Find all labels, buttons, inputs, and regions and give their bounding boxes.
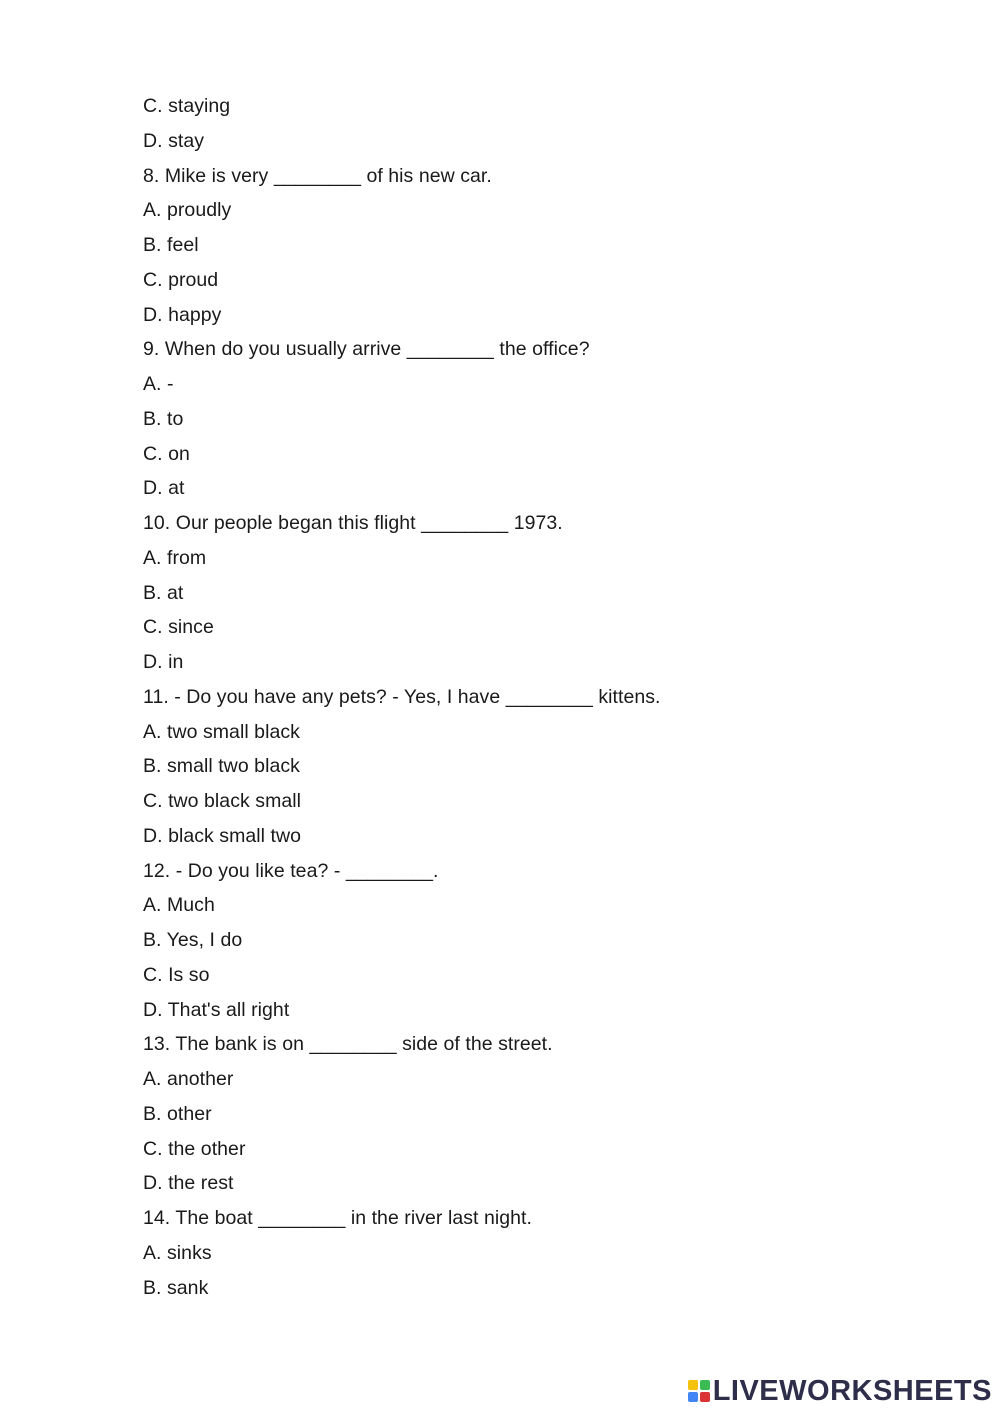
question-line: D. black small two	[143, 824, 302, 847]
question-line: B. other	[143, 1102, 212, 1125]
question-line: A. proudly	[143, 199, 232, 222]
question-line: 10. Our people began this flight ________ 1973.	[143, 512, 563, 534]
question-line: 14. The boat ________ in the river last night.	[143, 1207, 532, 1229]
liveworksheets-logo-icon	[688, 1380, 710, 1402]
question-line: C. on	[143, 442, 190, 465]
question-line: 12. - Do you like tea? - ________.	[143, 859, 439, 882]
question-line: D. stay	[143, 129, 205, 152]
question-line: D. That's all right	[143, 998, 290, 1021]
question-line: C. Is so	[143, 963, 210, 986]
question-line: 11. - Do you have any pets? - Yes, I have ________ kittens.	[143, 685, 661, 708]
logo-square-green	[700, 1380, 710, 1390]
question-line: A. two small black	[143, 720, 300, 743]
question-line: C. the other	[143, 1137, 246, 1160]
question-line: C. two black small	[143, 790, 302, 812]
question-line: 8. Mike is very ________ of his new car.	[143, 164, 492, 187]
question-line: B. to	[143, 407, 184, 430]
question-line: B. feel	[143, 234, 199, 256]
question-line: D. in	[143, 651, 184, 673]
question-line: C. proud	[143, 268, 219, 291]
question-line: B. small two black	[143, 755, 300, 778]
question-line: D. the rest	[143, 1172, 234, 1195]
logo-square-red	[700, 1392, 710, 1402]
question-line: C. staying	[143, 95, 231, 117]
question-line: D. at	[143, 477, 185, 500]
logo-square-yellow	[688, 1380, 698, 1390]
question-line: A. Much	[143, 894, 215, 917]
question-line: A. sinks	[143, 1241, 212, 1264]
question-line: A. from	[143, 546, 207, 569]
question-line: B. at	[143, 581, 184, 604]
liveworksheets-logo[interactable]	[688, 1375, 992, 1407]
question-line: 13. The bank is on ________ side of the street.	[143, 1033, 553, 1056]
logo-square-blue	[688, 1392, 698, 1402]
question-line: B. sank	[143, 1276, 209, 1299]
question-line: D. happy	[143, 303, 222, 326]
question-line: B. Yes, I do	[143, 929, 243, 951]
question-line: A. another	[143, 1068, 234, 1090]
question-line: A. -	[143, 373, 174, 395]
logo-text: LIVEWORKSHEETS	[712, 1374, 992, 1407]
question-line: C. since	[143, 616, 214, 639]
question-list	[143, 93, 661, 1309]
question-line: 9. When do you usually arrive ________ the office?	[143, 338, 590, 361]
